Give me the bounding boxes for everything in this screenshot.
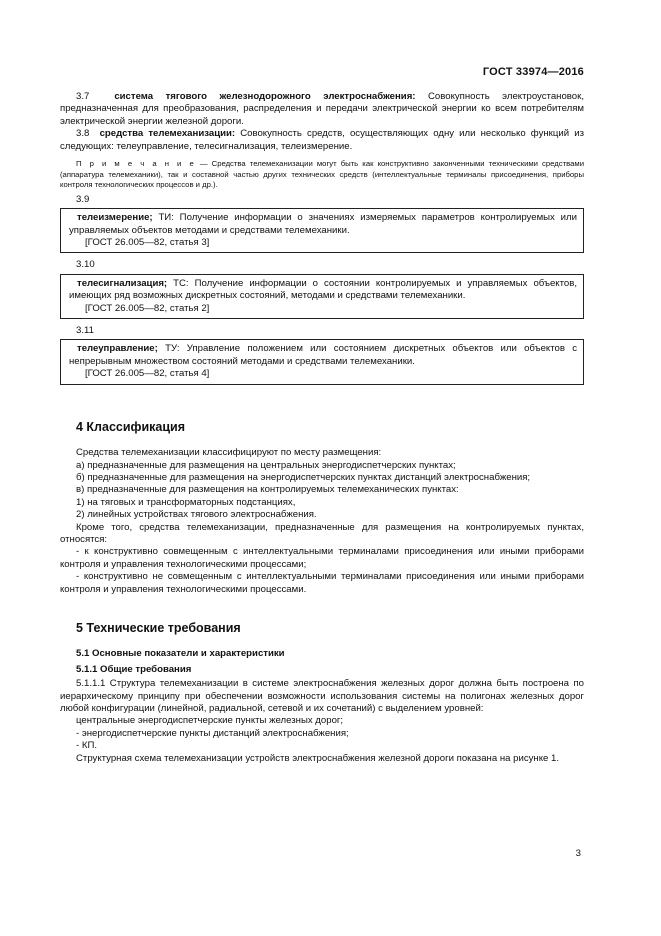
definition-text: Совокупность средств, осуществляющих одну или несколько функций из следующих: телеуправление, телесигнализация, телеизмерение. <box>60 128 584 152</box>
definition-number-3-11: 3.11 <box>76 325 94 337</box>
sec4-list-item: в) предназначенные для размещения на контролируемых телемеханических пунктах: <box>76 484 459 496</box>
definition-number-3-10: 3.10 <box>76 259 95 271</box>
sec5-list-item: - КП. <box>76 740 98 752</box>
definition-body <box>69 343 577 368</box>
sec4-list-item: - конструктивно не совмещенным с интеллектуальными терминалами присоединения или иными приборами контроля и управления технологическими процессами. <box>60 571 584 595</box>
sec5-list-item: центральные энергодиспетчерские пункты железных дорог; <box>76 715 344 727</box>
sec5-paragraph: 5.1.1.1 Структура телемеханизации в системе электроснабжения железных дорог должна быть построена по иерархическому принципу при обеспечении возможности использования системы на полигонах железных дорог любой конфигурации (линейной, радиальной, сетевой и их сочетаний) с выделением уровней: <box>60 678 584 714</box>
definition-box-3-9 <box>60 208 584 253</box>
definition-box-3-11 <box>60 339 584 384</box>
sec4-list-item: а) предназначенные для размещения на центральных энергодиспетчерских пунктах; <box>76 459 456 471</box>
definition-term: средства телемеханизации: <box>99 128 236 140</box>
note-label: П р и м е ч а н и е <box>76 159 196 169</box>
note <box>60 159 584 191</box>
definition-source: [ГОСТ 26.005—82, статья 4] <box>85 368 210 380</box>
definition-source: [ГОСТ 26.005—82, статья 2] <box>85 302 210 314</box>
definition-term: телеизмерение; <box>77 212 153 224</box>
sec5-paragraph: Структурная схема телемеханизации устройств электроснабжения железной дороги показана на рисунке 1. <box>76 752 560 764</box>
definition-number-3-9: 3.9 <box>76 193 90 205</box>
note-text: — Средства телемеханизации могут быть как конструктивно законченными техническими средствами (аппаратура телемеханики), так и составной частью других технических средств (интеллектуальные терминалы присоединения, приборы контроля технологических процессов и др.). <box>60 159 584 190</box>
definition-text: ТС: Получение информации о состоянии контролируемых и управляемых объектов, имеющих ряд возможных дискретных состояний, методами и средствами телемеханики. <box>69 277 577 302</box>
sec4-list-item: б) предназначенные для размещения на энергодиспетчерских пунктах дистанций электроснабжения; <box>76 471 531 483</box>
definition-term: система тягового железнодорожного электроснабжения: <box>114 91 416 102</box>
definition-3-8 <box>60 128 584 153</box>
section-4-heading: 4 Классификация <box>76 419 186 434</box>
sec4-list-item: 2) линейных устройствах тягового электроснабжения. <box>76 509 317 521</box>
sec4-paragraph: Средства телемеханизации классифицируют по месту размещения: <box>76 447 382 459</box>
definition-text: Совокупность электроустановок, предназначенная для преобразования, распределения и передачи электрической энергии ко всем потребителям электрической энергии железной дороги. <box>60 91 584 127</box>
definition-3-7 <box>60 91 584 128</box>
subsection-5-1-1-heading: 5.1.1 Общие требования <box>76 663 192 675</box>
definition-body <box>69 278 577 303</box>
definition-text: ТИ: Получение информации о значениях измеряемых параметров контролируемых или управляемых объектов методами и средствами телемеханики. <box>69 212 577 236</box>
definition-term: телеуправление; <box>77 343 158 355</box>
page-content <box>60 91 584 765</box>
definition-source: [ГОСТ 26.005—82, статья 3] <box>85 237 210 249</box>
definition-text: ТУ: Управление положением или состоянием дискретных объектов или объектов с непрерывным множеством состояний методами и средствами телемеханики. <box>69 343 577 367</box>
definition-number: 3.8 <box>76 128 90 140</box>
sec4-list-item: 1) на тяговых и трансформаторных подстанциях, <box>76 496 296 508</box>
standard-header: ГОСТ 33974—2016 <box>482 66 584 78</box>
subsection-5-1-heading: 5.1 Основные показатели и характеристики <box>76 648 285 660</box>
sec4-paragraph: Кроме того, средства телемеханизации, предназначенные для размещения на контролируемых пунктах, относятся: <box>60 521 584 545</box>
definition-term: телесигнализация; <box>77 277 168 289</box>
page-number: 3 <box>575 848 581 859</box>
sec5-list-item: - энергодиспетчерские пункты дистанций электроснабжения; <box>76 727 349 739</box>
definition-number: 3.7 <box>76 91 90 102</box>
definition-box-3-10 <box>60 274 584 319</box>
definition-body <box>69 212 577 237</box>
sec4-list-item: - к конструктивно совмещенным с интеллектуальными терминалами присоединения или иными приборами контроля и управления технологическими процессами; <box>60 546 584 570</box>
section-5-heading: 5 Технические требования <box>76 620 241 635</box>
